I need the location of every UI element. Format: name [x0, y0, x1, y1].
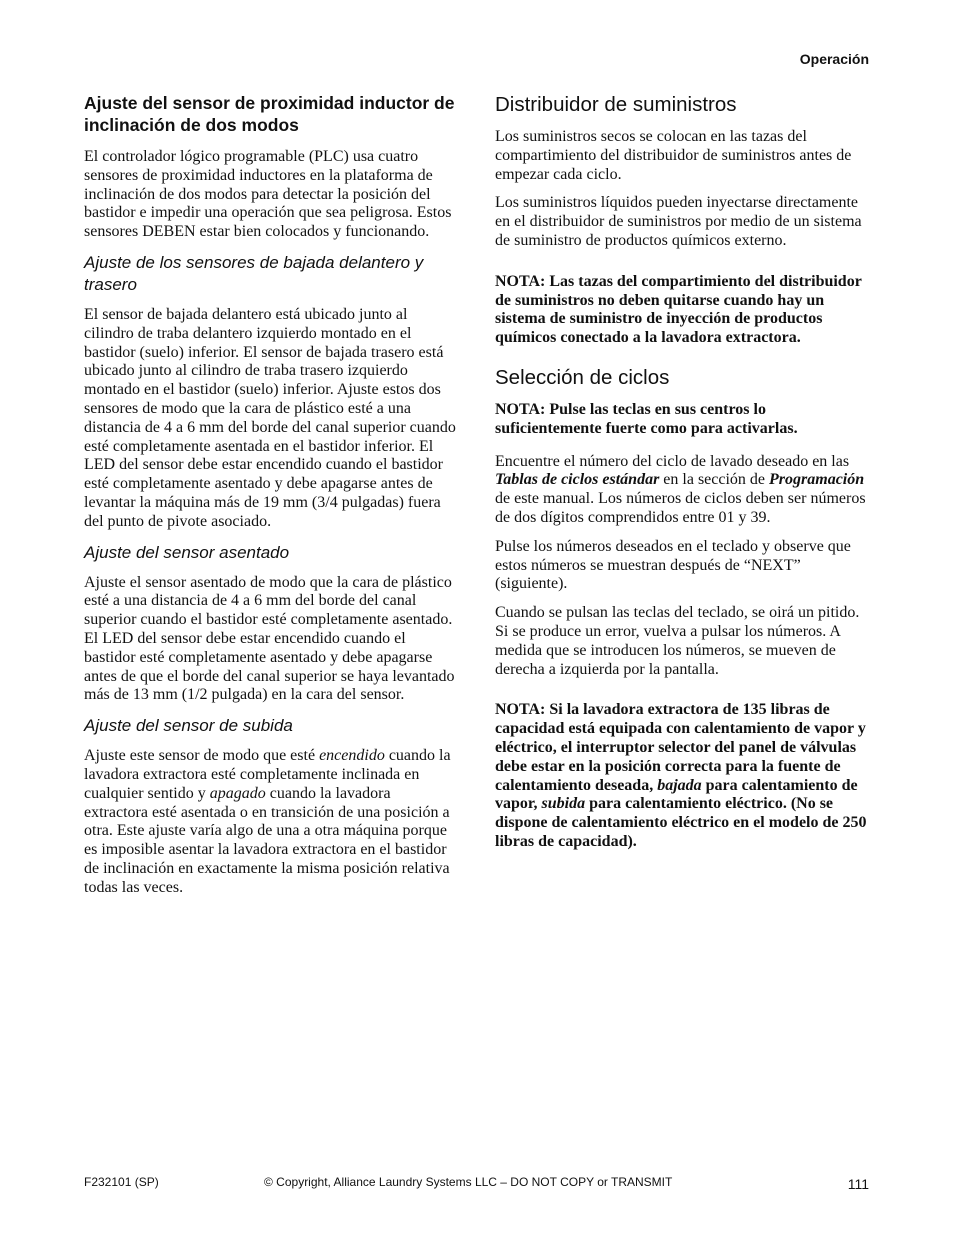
seated-sensor-paragraph: Ajuste el sensor asentado de modo que la cara de plástico esté a una distancia de 4 a 6 mm del borde del canal superior cuando el bastidor esté completamente asentado. El LED del sensor debe estar encendido cuando el bastidor esté completamente asentado y debe apagarse antes de que el borde del canal superior se haya levantado más de 13 mm (1/2 pulgada) en la cara del sensor.	[84, 573, 455, 704]
cycle-paragraph-3: Cuando se pulsan las teclas del teclado, se oirá un pitido. Si se produce un error, vuelva a pulsar los números. A medida que se introducen los números, se mueven de derecha a izquierda por la pantalla.	[495, 604, 860, 678]
emphasis-standard-cycle-tables: Tablas de ciclos estándar	[495, 471, 660, 489]
left-column	[84, 92, 458, 908]
subsection-title-down-sensors: Ajuste de los sensores de bajada delantero y trasero	[84, 252, 424, 294]
section-title-supply-dispenser: Distribuidor de suministros	[495, 93, 737, 116]
subsection-title-seated-sensor: Ajuste del sensor asentado	[84, 542, 290, 562]
up-sensor-paragraph: Ajuste este sensor de modo que esté encendido cuando la lavadora extractora esté completamente inclinada en cualquier sentido y apagado cuando la lavadora extractora esté asentada o en transición de una posición a otra. Este ajuste varía algo de una a otra máquina porque es imposible asentar la lavadora extractora en el bastidor de inclinación en exactamente la misma posición relativa todas las veces.	[84, 747, 451, 896]
copyright-notice: © Copyright, Alliance Laundry Systems LLC – DO NOT COPY or TRANSMIT	[264, 1175, 673, 1189]
emphasis-down: bajada	[657, 776, 702, 794]
running-header: Operación	[799, 51, 869, 67]
subsection-title-up-sensor: Ajuste del sensor de subida	[84, 716, 293, 736]
right-column	[495, 92, 870, 862]
section-title-proximity-sensor: Ajuste del sensor de proximidad inductor de inclinación de dos modos	[84, 93, 455, 135]
dispenser-paragraph-2: Los suministros líquidos pueden inyectarse directamente en el distribuidor de suministros por medio de un sistema de suministro de productos químicos externo.	[495, 194, 862, 249]
cycle-note: NOTA: Pulse las teclas en sus centros lo suficientemente fuerte como para activarlas.	[495, 400, 798, 437]
down-sensors-paragraph: El sensor de bajada delantero está ubicado junto al cilindro de traba delantero izquierdo montado en el bastidor (suelo) inferior. El sensor de bajada trasero está ubicado junto al cilindro de traba trasero izquierdo montado en el bastidor (suelo) inferior. Ajuste estos dos sensores de modo que la cara de plástico esté a una distancia de 4 a 6 mm del borde del canal superior cuando esté completamente asentada en el bastidor inferior. El LED del sensor debe estar encendido cuando el bastidor esté completamente asentado y debe apagarse antes de levantar la máquina más de 19 mm (3/4 pulgadas) fuera del punto de pivote asociado.	[84, 305, 456, 530]
dispenser-note: NOTA: Las tazas del compartimiento del distribuidor de suministros no deben quitarse cuando hay un sistema de suministro de inyección de productos químicos conectado a la lavadora extractora.	[495, 272, 862, 347]
emphasis-programming: Programación	[769, 471, 865, 489]
page-number: 111	[847, 1176, 869, 1192]
section-title-cycle-selection: Selección de ciclos	[495, 365, 670, 389]
heating-note: NOTA: Si la lavadora extractora de 135 libras de capacidad está equipada con calentamiento de vapor y eléctrico, el interruptor selector del panel de válvulas debe estar en la posición correcta para la fuente de calentamiento deseada, bajada para calentamiento de vapor, subida para calentamiento eléctrico. (No se dispone de calentamiento eléctrico en el modelo de 250 libras de capacidad).	[495, 701, 867, 850]
emphasis-up: subida	[541, 795, 586, 813]
dispenser-paragraph-1: Los suministros secos se colocan en las tazas del compartimiento del distribuidor de suministros antes de empezar cada ciclo.	[495, 128, 852, 183]
intro-paragraph: El controlador lógico programable (PLC) usa cuatro sensores de proximidad inductores en la plataforma de inclinación de dos modos para detectar la posición del bastidor e impedir una operación que sea peligrosa. Estos sensores DEBEN estar bien colocados y funcionando.	[84, 148, 452, 241]
emphasis-off: apagado	[209, 784, 266, 802]
cycle-paragraph-2: Pulse los números deseados en el teclado y observe que estos números se muestran después de “NEXT” (siguiente).	[495, 537, 851, 593]
document-id: F232101 (SP)	[84, 1175, 159, 1189]
cycle-paragraph-1: Encuentre el número del ciclo de lavado deseado en las Tablas de ciclos estándar en la sección de Programación de este manual. Los números de ciclos deben ser números de dos dígitos comprendidos entre 01 y 39.	[495, 452, 866, 526]
emphasis-on: encendido	[319, 747, 385, 765]
